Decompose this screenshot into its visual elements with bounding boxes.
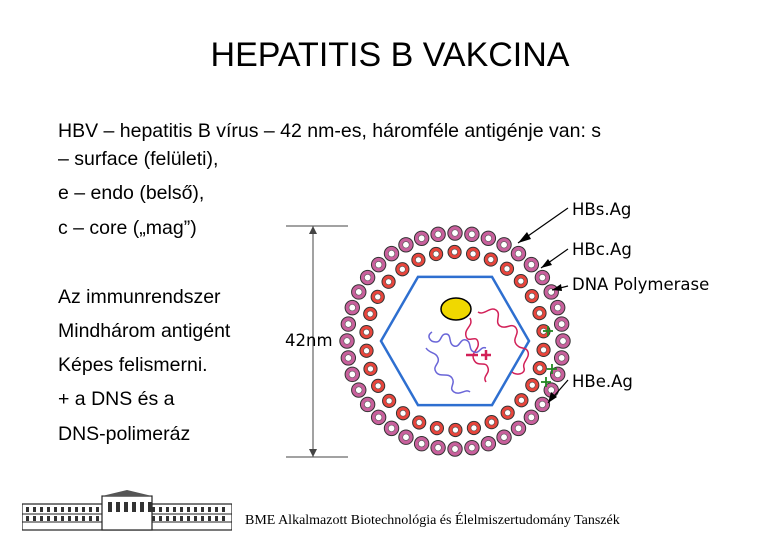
outer-bead-hole	[528, 414, 534, 420]
capsid-hexagon	[381, 277, 529, 405]
size-label-42nm: 42nm	[285, 331, 333, 350]
inner-bead-hole	[416, 420, 422, 426]
outer-bead-hole	[558, 321, 564, 327]
outer-bead-hole	[539, 274, 545, 280]
outer-bead-hole	[435, 231, 441, 237]
inner-bead-hole	[470, 251, 476, 257]
inner-bead-hole	[375, 383, 381, 389]
outer-bead-hole	[515, 250, 521, 256]
outer-bead-hole	[403, 434, 409, 440]
inner-bead-hole	[505, 410, 511, 416]
text-line-8: + a DNS és a	[58, 388, 175, 410]
inner-bead-hole	[400, 410, 406, 416]
outer-bead-hole	[560, 338, 566, 344]
outer-bead-hole	[349, 371, 355, 377]
inner-bead-hole	[529, 293, 535, 299]
outer-bead-hole	[356, 289, 362, 295]
outer-bead-hole	[554, 371, 560, 377]
inner-bead-hole	[363, 329, 369, 335]
inner-bead-hole	[415, 257, 421, 263]
inner-bead-hole	[452, 249, 458, 255]
label-hbsag: HBs.Ag	[572, 200, 632, 219]
outer-bead-hole	[418, 440, 424, 446]
inner-bead-hole	[489, 419, 495, 425]
dna-polymerase-ellipse	[441, 298, 471, 320]
label-hbcag: HBc.Ag	[572, 240, 632, 259]
outer-bead-hole	[388, 425, 394, 431]
text-line-9: DNS-polimeráz	[58, 423, 191, 445]
inner-bead-hole	[541, 347, 547, 353]
text-line-3: e – endo (belső),	[58, 182, 205, 204]
outer-bead-hole	[452, 446, 458, 452]
inner-bead-hole	[518, 397, 524, 403]
inner-bead-hole	[537, 310, 543, 316]
outer-bead-hole	[539, 401, 545, 407]
label-dna-polymerase: DNA Polymerase	[572, 275, 710, 294]
outer-bead-hole	[501, 434, 507, 440]
outer-bead-hole	[345, 321, 351, 327]
outer-bead-hole	[485, 235, 491, 241]
text-line-7: Képes felismerni.	[58, 354, 208, 376]
inner-bead-hole	[386, 279, 392, 285]
inner-bead-hole	[452, 427, 458, 433]
footer-department: BME Alkalmazott Biotechnológia és Élelmiszertudomány Tanszék	[245, 513, 620, 528]
inner-bead-hole	[537, 365, 543, 371]
outer-bead-hole	[403, 242, 409, 248]
text-line-5: Az immunrendszer	[58, 286, 221, 308]
inner-bead-hole	[529, 382, 535, 388]
outer-bead-hole	[356, 387, 362, 393]
bme-building-logo	[22, 490, 232, 532]
outer-bead-hole	[344, 338, 350, 344]
plus-sign	[481, 350, 491, 360]
outer-bead-hole	[515, 425, 521, 431]
outer-bead-hole	[364, 274, 370, 280]
outer-bead-hole	[375, 261, 381, 267]
outer-bead-hole	[528, 261, 534, 267]
outer-bead-hole	[485, 440, 491, 446]
outer-bead-hole	[452, 230, 458, 236]
inner-bead-hole	[434, 425, 440, 431]
outer-bead-hole	[388, 250, 394, 256]
inner-bead-hole	[375, 294, 381, 300]
label-hbeag: HBe.Ag	[572, 372, 633, 391]
outer-bead-hole	[364, 401, 370, 407]
inner-bead-ring	[360, 245, 550, 436]
text-line-6: Mindhárom antigént	[58, 320, 231, 342]
outer-bead-hole	[554, 304, 560, 310]
inner-bead-hole	[471, 425, 477, 431]
inner-bead-hole	[367, 311, 373, 317]
inner-bead-hole	[433, 251, 439, 257]
inner-bead-hole	[368, 366, 374, 372]
inner-bead-hole	[518, 278, 524, 284]
slide-title: HEPATITIS B VAKCINA	[210, 36, 570, 74]
inner-bead-hole	[399, 266, 405, 272]
inner-bead-hole	[386, 398, 392, 404]
inner-bead-hole	[364, 348, 370, 354]
text-line-1: HBV – hepatitis B vírus – 42 nm-es, háromféle antigénje van: s	[58, 120, 602, 142]
outer-bead-hole	[501, 242, 507, 248]
dna-strand-red	[466, 309, 529, 382]
text-line-2: – surface (felületi),	[58, 148, 219, 170]
outer-bead-hole	[418, 235, 424, 241]
outer-bead-ring	[340, 226, 570, 456]
inner-bead-hole	[504, 266, 510, 272]
outer-bead-hole	[469, 231, 475, 237]
outer-bead-hole	[558, 355, 564, 361]
inner-bead-hole	[488, 257, 494, 263]
text-line-4: c – core („mag”)	[58, 217, 197, 239]
outer-bead-hole	[345, 355, 351, 361]
outer-bead-hole	[349, 304, 355, 310]
outer-bead-hole	[469, 444, 475, 450]
outer-bead-hole	[435, 444, 441, 450]
outer-bead-hole	[375, 414, 381, 420]
